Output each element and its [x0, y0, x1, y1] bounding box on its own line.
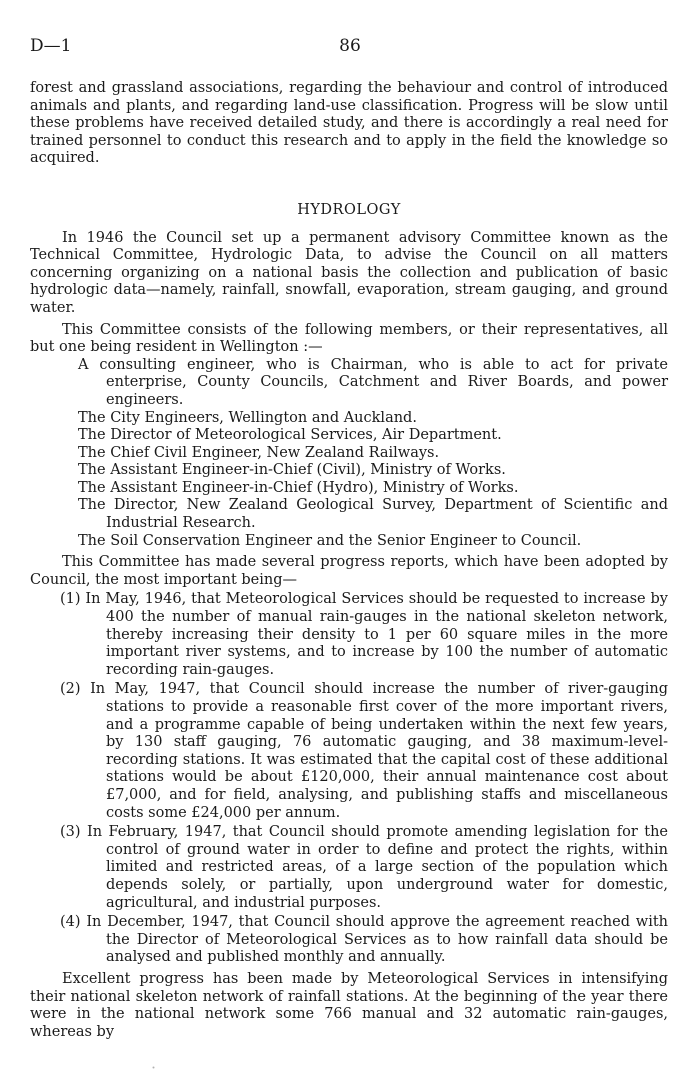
member-item: The Soil Conservation Engineer and the Senior Engineer to Council.: [78, 532, 582, 549]
page-number: 86: [339, 36, 361, 56]
page-header: [30, 38, 670, 58]
paragraph: This Committee consists of the following members, or their representatives, all but one being resident in Wellington :—: [30, 321, 668, 356]
report-item: (1) In May, 1946, that Meteorological Services should be requested to increase by 400 the number of manual rain-gauges in the national skeleton network, thereby increasing their density to 1 per 60 square miles in the more important river systems, and to increase by 100 the number of automatic recording rain-gauges.: [60, 591, 668, 678]
member-item: The Assistant Engineer-in-Chief (Hydro), Ministry of Works.: [78, 479, 519, 496]
report-item: (4) In December, 1947, that Council should approve the agreement reached with the Director of Meteorological Services as to how rainfall data should be analysed and published monthly and annually.: [60, 914, 668, 966]
member-list: [30, 357, 668, 551]
member-item: The Chief Civil Engineer, New Zealand Railways.: [78, 444, 440, 461]
member-item: The City Engineers, Wellington and Auckland.: [78, 409, 417, 426]
document-code: D—1: [30, 36, 72, 56]
scan-dot: [152, 1066, 155, 1069]
report-list: [30, 591, 668, 966]
paragraph: In 1946 the Council set up a permanent advisory Committee known as the Technical Committee, Hydrologic Data, to advise the Council on all matters concerning organizing on a national basis the collection and publication of basic hydrologic data—namely, rainfall, snowfall, evaporation, stream gauging, and ground water.: [30, 229, 668, 316]
member-item: The Director of Meteorological Services, Air Department.: [78, 427, 502, 444]
report-item: (3) In February, 1947, that Council should promote amending legislation for the control of ground water in order to define and protect the rights, within limited and restricted areas, of a large section of the population which depends solely, or partially, upon underground water for domestic, agricultural, and industrial purposes.: [60, 824, 668, 911]
report-item: (2) In May, 1947, that Council should increase the number of river-gauging stations to provide a reasonable first cover of the more important rivers, and a programme capable of being undertaken within the next few years, by 130 staff gauging, 76 automatic gauging, and 38 maximum-level-recording stations. It was estimated that the capital cost of these additional stations would be about £120,000, their annual maintenance cost about £7,000, and for field, analysing, and publishing staffs and miscellaneous costs some £24,000 per annum.: [60, 681, 668, 821]
paragraph: This Committee has made several progress reports, which have been adopted by Council, the most important being—: [30, 554, 668, 588]
member-item: The Assistant Engineer-in-Chief (Civil), Ministry of Works.: [78, 462, 506, 479]
section-heading: HYDROLOGY: [297, 201, 401, 218]
document-body: [30, 80, 668, 1041]
member-item: The Director, New Zealand Geological Survey, Department of Scientific and Industrial Research.: [78, 497, 668, 532]
paragraph: Excellent progress has been made by Meteorological Services in intensifying their national skeleton network of rainfall stations. At the beginning of the year there were in the national network some 766 manual and 32 automatic rain-gauges, whereas by: [30, 970, 668, 1040]
opening-paragraph: forest and grassland associations, regarding the behaviour and control of introduced animals and plants, and regarding land-use classification. Progress will be slow until these problems have received detailed study, and there is accordingly a real need for trained personnel to conduct this research and to apply in the field the knowledge so acquired.: [30, 80, 668, 167]
member-item: A consulting engineer, who is Chairman, who is able to act for private enterprise, County Councils, Catchment and River Boards, and power engineers.: [78, 356, 668, 408]
